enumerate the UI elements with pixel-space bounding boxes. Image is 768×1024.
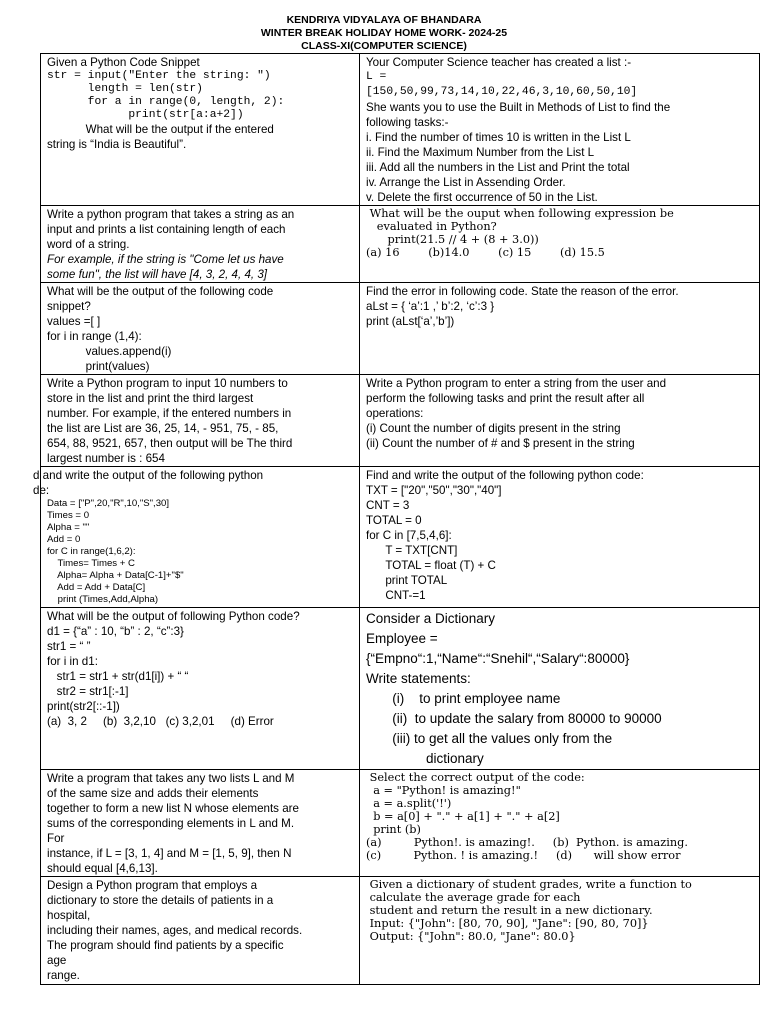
- question-cell-10: [360, 467, 760, 608]
- q1-title: Given a Python Code Snippet: [47, 56, 200, 69]
- question-cell-15: [41, 877, 360, 985]
- question-cell-9: [33, 467, 360, 608]
- q10-text: Find and write the output of the following python code: TXT = ["20","50","30","40"] CNT = 3 TOTAL = 0 for C in [7,5,4,6]: T = TXT[CNT] TOTAL = float (T) + C print TOTAL CNT-=1: [366, 469, 644, 602]
- homework-title: WINTER BREAK HOLIDAY HOME WORK- 2024-25: [260, 27, 508, 39]
- question-cell-6: [360, 283, 760, 375]
- class-title: CLASS-XI(COMPUTER SCIENCE): [301, 40, 467, 52]
- q9-code: Data = ["P",20,"R",10,"S",30] Times = 0 Alpha = "" Add = 0 for C in range(1,6,2): Times= Times + C Alpha= Alpha + Data[C-1]+"$" Add = Add + Data[C] print (Times,Add,Alpha): [47, 498, 184, 605]
- q5-text: What will be the output of the following code snippet? values =[ ] for i in range (1,4): values.append(i) print(values): [47, 285, 274, 373]
- q3-text: Write a python program that takes a string as an input and prints a list containing length of each word of a string.: [47, 208, 295, 251]
- question-cell-13: [41, 770, 360, 877]
- question-cell-2: [360, 54, 760, 206]
- q9-title: d and write the output of the following python de:: [33, 469, 264, 497]
- question-cell-7: [41, 375, 360, 467]
- q13-text: Write a program that takes any two lists L and M of the same size and adds their elements together to form a new list N whose elements are sums of the corresponding elements in L and M. For instance, if L = [3, 1, 4] and M = [1, 5, 9], then N should equal [4,6,13].: [47, 772, 299, 875]
- question-cell-12: [360, 608, 760, 770]
- q16-text: Given a dictionary of student grades, write a function to calculate the average grade for each student and return the result in a new dictionary. Input: {"John": [80, 70, 90], "Jane": [90, 80, 70]} Output: {"John": 80.0, "Jane": 80.0}: [369, 878, 692, 943]
- question-cell-8: [360, 375, 760, 467]
- q6-text: Find the error in following code. State the reason of the error. aLst = { ‘a’:1 ,’ b’:2, ‘c’:3 } print (aLst[‘a’,’b’]): [366, 285, 679, 328]
- q4-text: What will be the ouput when following expression be evaluated in Python? print(21.5 // 4 + (8 + 3.0)) (a) 16 (b)14.0 (c) 15 (d) 15.5: [366, 207, 674, 259]
- q1-code: str = input("Enter the string: ") length = len(str) for a in range(0, length, 2): print(str[a:a+2]): [47, 70, 285, 121]
- question-cell-3: [41, 206, 360, 283]
- question-cell-4: [360, 206, 760, 283]
- school-name: KENDRIYA VIDYALAYA OF BHANDARA: [286, 14, 482, 26]
- q7-text: Write a Python program to input 10 numbers to store in the list and print the third largest number. For example, if the entered numbers in the list are List are 36, 25, 14, - 951, 75, - 85, 654, 88, 9521, 657, then output will be The third largest number is : 654: [47, 377, 293, 465]
- q8-text: Write a Python program to enter a string from the user and perform the following tasks and print the result after all operations: (i) Count the number of digits present in the string (ii) Count the number of # and $ present in the string: [366, 377, 667, 450]
- question-cell-5: [41, 283, 360, 375]
- q2-intro: Your Computer Science teacher has created a list :-: [366, 56, 632, 69]
- question-cell-11: [41, 608, 360, 770]
- q1-text: What will be the output if the entered string is “India is Beautiful”.: [47, 123, 274, 151]
- question-cell-14: [360, 770, 760, 877]
- question-table: [33, 53, 760, 985]
- question-cell-1: [41, 54, 360, 206]
- q14-text: Select the correct output of the code: a = "Python! is amazing!" a = a.split('!') b = a[0] + "." + a[1] + "." + a[2] print (b) (a) Python!. is amazing!. (b) Python. is amazing. (c) Python. ! is amazing.! (d) will show error: [366, 771, 688, 862]
- q2-code: L = [150,50,99,73,14,10,22,46,3,10,60,50,10]: [366, 71, 638, 98]
- q3-example: For example, if the string is "Come let us have some fun", the list will have [4, 3, 2, 4, 4, 3]: [47, 253, 284, 281]
- q15-text: Design a Python program that employs a dictionary to store the details of patients in a hospital, including their names, ages, and medical records. The program should find patients by a specific age range.: [47, 879, 303, 982]
- q12-text: Consider a Dictionary Employee = {“Empno“:1,“Name“:“Snehil“,“Salary“:80000} Write statements: (i) to print employee name (ii) to update the salary from 80000 to 90000 (iii) to get all the values only from the dictionary: [366, 611, 662, 766]
- question-cell-16: [360, 877, 760, 985]
- q2-tasks: She wants you to use the Built in Methods of List to find the following tasks:- i. Find the number of times 10 is written in the List L ii. Find the Maximum Number from the List L iii. Add all the numbers in the List and Print the total iv. Arrange the List in Assending Order. v. Delete the first occurrence of 50 in the List.: [366, 101, 671, 204]
- q11-text: What will be the output of following Python code? d1 = {“a” : 10, “b” : 2, “c”:3} str1 = “ ” for i in d1: str1 = str1 + str(d1[i]) + “ “ str2 = str1[:-1] print(str2[::-1]) (a) 3, 2 (b) 3,2,10 (c) 3,2,01 (d) Error: [47, 610, 300, 728]
